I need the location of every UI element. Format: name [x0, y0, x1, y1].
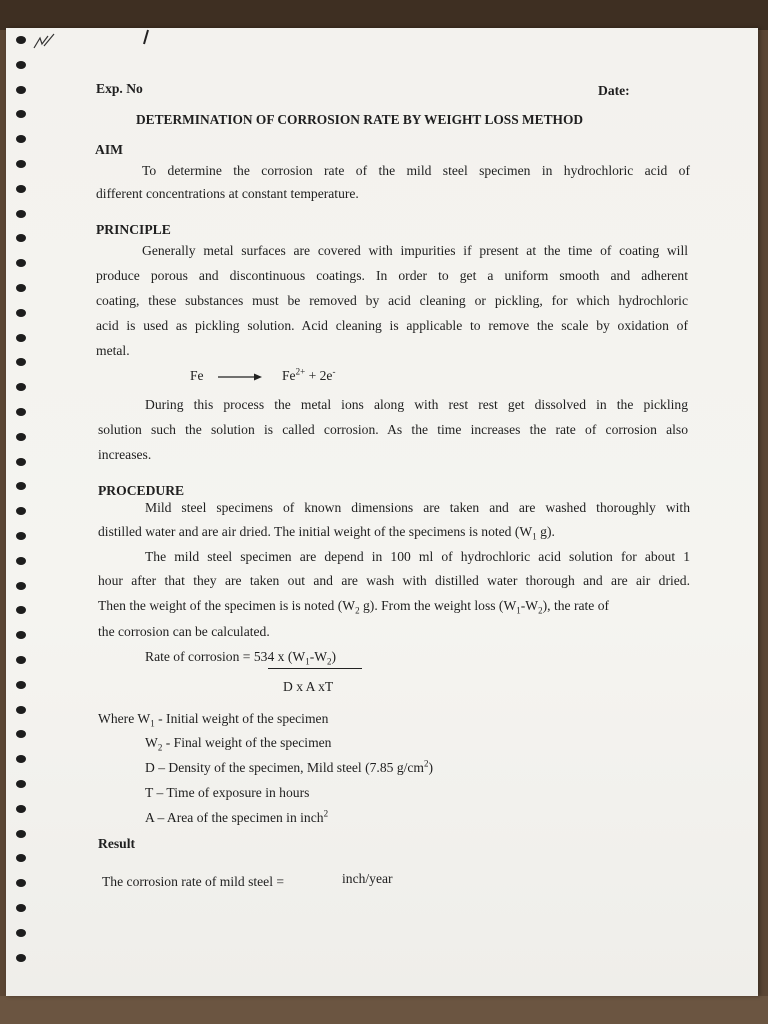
binder-hole — [16, 681, 26, 689]
procedure-line-2 — [98, 523, 555, 541]
binder-hole — [16, 854, 26, 862]
where-d — [145, 759, 433, 777]
binder-hole — [16, 185, 26, 193]
binder-hole — [16, 284, 26, 292]
exp-no-label: Exp. No — [96, 81, 143, 96]
principle-line-8: increases. — [98, 447, 152, 462]
binder-hole — [16, 904, 26, 912]
binder-hole — [16, 482, 26, 490]
where-d-text: D – Density of the specimen, Mild steel (7.85 g/cm — [145, 760, 424, 775]
binder-hole — [16, 755, 26, 763]
equation-electrons: + 2e — [305, 368, 333, 383]
binder-holes — [12, 36, 30, 976]
aim-heading: AIM — [95, 142, 123, 157]
aim-line-2: different concentrations at constant temperature. — [96, 186, 359, 201]
binder-hole — [16, 36, 26, 44]
procedure-line-4: hour after that they are taken out and are wash with distilled water thorough and are air dried. — [98, 573, 690, 588]
where-w1-text: - Initial weight of the specimen — [154, 711, 329, 726]
binder-hole — [16, 210, 26, 218]
where-w2-prefix: W — [145, 735, 158, 750]
w2-subscript: 2 — [355, 605, 360, 616]
binder-hole — [16, 706, 26, 714]
where-t: T – Time of exposure in hours — [145, 785, 310, 800]
pen-tick-icon — [140, 28, 152, 46]
where-w1-prefix: Where W — [98, 711, 151, 726]
procedure-heading: PROCEDURE — [98, 483, 185, 498]
principle-line-7: solution such the solution is called corrosion. As the time increases the rate of corrosion also — [98, 422, 688, 437]
binder-hole — [16, 334, 26, 342]
w2-subscript-2: 2 — [538, 605, 543, 616]
pen-scribble-icon — [30, 32, 60, 52]
principle-line-4: acid is used as pickling solution. Acid cleaning is applicable to remove the scale by oxidation of — [96, 318, 688, 333]
binder-hole — [16, 606, 26, 614]
procedure-line-5-b: g). From the weight loss (W — [359, 598, 517, 613]
procedure-line-5 — [98, 597, 690, 615]
formula-numerator — [253, 649, 337, 667]
binder-hole — [16, 780, 26, 788]
procedure-line-2-text: distilled water and are air dried. The initial weight of the specimens is noted (W — [98, 524, 533, 539]
binder-hole — [16, 532, 26, 540]
where-w2-subscript: 2 — [157, 742, 163, 753]
equation-ion-charge: 2+ — [295, 366, 306, 377]
principle-line-5: metal. — [96, 343, 130, 358]
w1-subscript-2: 1 — [516, 605, 521, 616]
result-unit: inch/year — [342, 871, 393, 886]
backdrop-top — [0, 0, 768, 30]
equation-electron-charge: - — [332, 366, 336, 377]
binder-hole — [16, 656, 26, 664]
binder-hole — [16, 358, 26, 366]
formula-w1-subscript: 1 — [305, 656, 310, 667]
principle-line-6: During this process the metal ions along with rest rest get dissolved in the pickling — [145, 397, 688, 412]
principle-heading: PRINCIPLE — [96, 222, 171, 237]
procedure-line-3: The mild steel specimen are depend in 100 ml of hydrochloric acid solution for about 1 — [145, 549, 690, 564]
binder-hole — [16, 135, 26, 143]
where-a — [145, 809, 328, 827]
binder-hole — [16, 433, 26, 441]
where-w1 — [98, 710, 328, 728]
procedure-line-5-a: Then the weight of the specimen is is noted (W — [98, 598, 356, 613]
equation-product — [282, 367, 335, 385]
procedure-line-5-d: ), the rate of — [542, 598, 610, 613]
formula-denominator: D x A xT — [283, 679, 334, 694]
binder-hole — [16, 507, 26, 515]
where-w2 — [145, 734, 331, 752]
page-title: DETERMINATION OF CORROSION RATE BY WEIGHT LOSS METHOD — [136, 112, 584, 127]
binder-hole — [16, 259, 26, 267]
binder-hole — [16, 730, 26, 738]
date-label: Date: — [598, 83, 630, 98]
procedure-line-2-end: g). — [536, 524, 555, 539]
procedure-line-1: Mild steel specimens of known dimensions are taken and are washed thoroughly with — [145, 500, 690, 515]
formula-num-b: -W — [309, 649, 328, 664]
where-w2-text: - Final weight of the specimen — [162, 735, 332, 750]
where-w1-subscript: 1 — [150, 718, 155, 729]
result-heading: Result — [98, 836, 136, 851]
principle-line-3: coating, these substances must be removed by acid cleaning or pickling, for which hydrochloric — [96, 293, 688, 308]
binder-hole — [16, 631, 26, 639]
procedure-line-6: the corrosion can be calculated. — [98, 624, 270, 639]
binder-hole — [16, 408, 26, 416]
result-text: The corrosion rate of mild steel = — [102, 874, 285, 889]
binder-hole — [16, 879, 26, 887]
where-a-text: A – Area of the specimen in inch — [145, 810, 324, 825]
binder-hole — [16, 383, 26, 391]
reaction-arrow-icon — [218, 372, 262, 382]
principle-line-1: Generally metal surfaces are covered with impurities if present at the time of coating will — [142, 243, 688, 258]
formula-numerator-line — [145, 648, 336, 666]
where-d-superscript: 2 — [424, 758, 429, 769]
binder-hole — [16, 61, 26, 69]
procedure-line-5-text — [98, 597, 609, 615]
w1-subscript: 1 — [532, 531, 537, 542]
binder-hole — [16, 234, 26, 242]
binder-hole — [16, 582, 26, 590]
formula-label: Rate of corrosion = — [145, 649, 254, 664]
formula-num-c: ) — [331, 649, 337, 664]
fraction-bar — [268, 668, 362, 669]
where-a-superscript: 2 — [323, 808, 329, 819]
equation-reactant: Fe — [190, 368, 204, 383]
binder-hole — [16, 954, 26, 962]
formula-num-a: 534 x (W — [253, 649, 306, 664]
procedure-line-5-c: -W — [520, 598, 539, 613]
equation-ion: Fe — [282, 368, 296, 383]
binder-hole — [16, 160, 26, 168]
binder-hole — [16, 557, 26, 565]
binder-hole — [16, 830, 26, 838]
backdrop-bottom — [0, 996, 768, 1024]
binder-hole — [16, 110, 26, 118]
where-d-close: ) — [428, 760, 434, 775]
binder-hole — [16, 929, 26, 937]
binder-hole — [16, 309, 26, 317]
principle-line-2: produce porous and discontinuous coatings. In order to get a uniform smooth and adherent — [96, 268, 688, 283]
aim-line-1: To determine the corrosion rate of the mild steel specimen in hydrochloric acid of — [142, 163, 690, 178]
binder-hole — [16, 86, 26, 94]
formula-w2-subscript: 2 — [327, 656, 332, 667]
binder-hole — [16, 805, 26, 813]
binder-hole — [16, 458, 26, 466]
